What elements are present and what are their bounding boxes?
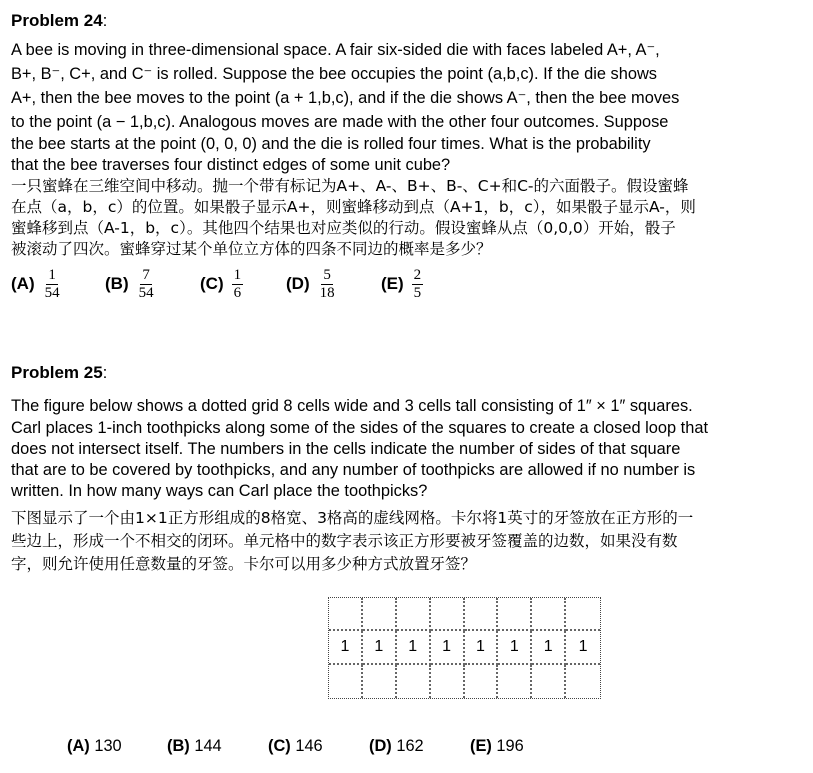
fraction-denominator: 54 [44, 284, 60, 301]
grid-cell [532, 665, 566, 698]
problem-24-english-line: the bee starts at the point (0, 0, 0) and the die is rolled four times. What is the probability [11, 135, 651, 153]
choice-value: 144 [194, 737, 222, 755]
dotted-grid-figure [328, 597, 601, 699]
problem-25-english-line: that are to be covered by toothpicks, and any number of toothpicks are allowed if no number is [11, 461, 696, 479]
choice-label: (E) [381, 274, 404, 293]
choice-label: (B) [167, 737, 190, 755]
fraction-denominator: 18 [319, 284, 335, 301]
problem-25-choice-b[interactable] [167, 737, 222, 756]
problem-25-chinese-line: 些边上，形成一个不相交的闭环。单元格中的数字表示该正方形要被牙签覆盖的边数，如果没有数 [11, 532, 678, 550]
problem-24-english-line: to the point (a − 1,b,c). Analogous moves are made with the other four outcomes. Suppose [11, 113, 669, 131]
fraction [137, 267, 156, 302]
grid-cell [498, 598, 532, 631]
fraction-denominator: 54 [138, 284, 154, 301]
problem-24-choice-a[interactable] [11, 262, 62, 306]
problem-24-english-line: that the bee traverses four distinct edges of some unit cube? [11, 156, 451, 174]
problem-24-heading-text: Problem 24 [11, 11, 103, 30]
fraction-denominator: 5 [413, 284, 422, 301]
choice-label: (C) [200, 274, 224, 293]
problem-24-english-line: B+, B⁻, C+, and C⁻ is rolled. Suppose the bee occupies the point (a,b,c). If the die shows [11, 65, 657, 83]
choice-label: (B) [105, 274, 129, 293]
fraction-numerator: 5 [323, 266, 331, 283]
choice-label: (D) [369, 737, 392, 755]
choice-value: 162 [396, 737, 424, 755]
problem-24-chinese-line: 蜜蜂移到点（A-1，b，c）。其他四个结果也对应类似的行动。假设蜜蜂从点（0,0,0）开始，骰子 [11, 219, 676, 237]
problem-25-heading-text: Problem 25 [11, 363, 103, 382]
fraction [318, 267, 337, 302]
choice-label: (C) [268, 737, 291, 755]
problem-25-choice-e[interactable] [470, 737, 524, 756]
problem-24-choice-d[interactable] [286, 262, 337, 306]
grid-cell [431, 598, 465, 631]
problem-25-heading [11, 363, 107, 383]
problem-24-heading [11, 11, 107, 31]
grid-cell [566, 598, 600, 631]
fraction [232, 267, 244, 302]
problem-24-choice-e[interactable] [381, 262, 423, 306]
grid-cell: 1 [566, 631, 600, 664]
problem-25-choice-d[interactable] [369, 737, 424, 756]
problem-25-chinese-line: 字，则允许使用任意数量的牙签。卡尔可以用多少种方式放置牙签？ [11, 555, 477, 573]
grid-cell: 1 [532, 631, 566, 664]
choice-label: (E) [470, 737, 492, 755]
grid-cell [498, 665, 532, 698]
fraction-denominator: 6 [233, 284, 242, 301]
fraction-numerator: 2 [413, 266, 422, 283]
grid-cell [329, 598, 363, 631]
problem-25-chinese-line: 下图显示了一个由1×1正方形组成的8格宽、3格高的虚线网格。卡尔将1英寸的牙签放在正方形的一 [11, 509, 694, 527]
grid-cell [566, 665, 600, 698]
problem-24-english-text [11, 38, 801, 176]
choice-label: (A) [11, 274, 35, 293]
problem-24-english-line: A+, then the bee moves to the point (a + 1,b,c), and if the die shows A⁻, then the bee moves [11, 89, 680, 107]
problem-24-choice-b[interactable] [105, 262, 156, 306]
problem-25-english-line: written. In how many ways can Carl place the toothpicks? [11, 482, 428, 500]
problem-24-chinese-line: 在点（a，b，c）的位置。如果骰子显示A+，则蜜蜂移动到点（A+1，b，c），如果骰子显示A-，则 [11, 198, 696, 216]
choice-label: (D) [286, 274, 310, 293]
problem-24-chinese-text [11, 176, 801, 260]
problem-24-choice-c[interactable] [200, 262, 243, 306]
grid-cell: 1 [498, 631, 532, 664]
problem-25-english-line: Carl places 1-inch toothpicks along some of the sides of the squares to create a closed loop that [11, 419, 709, 437]
problem-25-english-text [11, 394, 801, 502]
fraction-numerator: 1 [233, 266, 242, 283]
grid-cell [465, 665, 499, 698]
problem-25-chinese-text [11, 507, 801, 576]
grid-cell: 1 [363, 631, 397, 664]
grid-cell [363, 665, 397, 698]
problem-24-chinese-line: 被滚动了四次。蜜蜂穿过某个单位立方体的四条不同边的概率是多少？ [11, 240, 492, 258]
grid-cell [397, 598, 431, 631]
choice-value: 196 [496, 737, 524, 755]
fraction [43, 267, 62, 302]
grid-cell [329, 665, 363, 698]
grid-cell: 1 [329, 631, 363, 664]
fraction-numerator: 7 [142, 266, 150, 283]
fraction [412, 267, 424, 302]
choice-value: 130 [94, 737, 122, 755]
grid-cell [465, 598, 499, 631]
problem-24-chinese-line: 一只蜜蜂在三维空间中移动。抛一个带有标记为A+、A-、B+、B-、C+和C-的六面骰子。假设蜜蜂 [11, 177, 689, 195]
problem-25-english-line: does not intersect itself. The numbers in the cells indicate the number of sides of that square [11, 440, 681, 458]
problem-25-heading-colon: : [102, 363, 108, 382]
problem-25-choice-c[interactable] [268, 737, 323, 756]
grid-cell [397, 665, 431, 698]
problem-24-heading-colon: : [102, 11, 108, 30]
problem-25-choice-a[interactable] [67, 737, 122, 756]
problem-24-english-line: A bee is moving in three-dimensional space. A fair six-sided die with faces labeled A+, A⁻, [11, 41, 660, 59]
choice-label: (A) [67, 737, 90, 755]
choice-value: 146 [295, 737, 323, 755]
problem-25-english-line: The figure below shows a dotted grid 8 cells wide and 3 cells tall consisting of 1″ × 1″ squares. [11, 397, 693, 415]
grid-cell: 1 [465, 631, 499, 664]
grid-cell: 1 [397, 631, 431, 664]
grid-cell: 1 [431, 631, 465, 664]
grid-cell [532, 598, 566, 631]
fraction-numerator: 1 [48, 266, 56, 283]
grid-cell [363, 598, 397, 631]
grid-cell [431, 665, 465, 698]
